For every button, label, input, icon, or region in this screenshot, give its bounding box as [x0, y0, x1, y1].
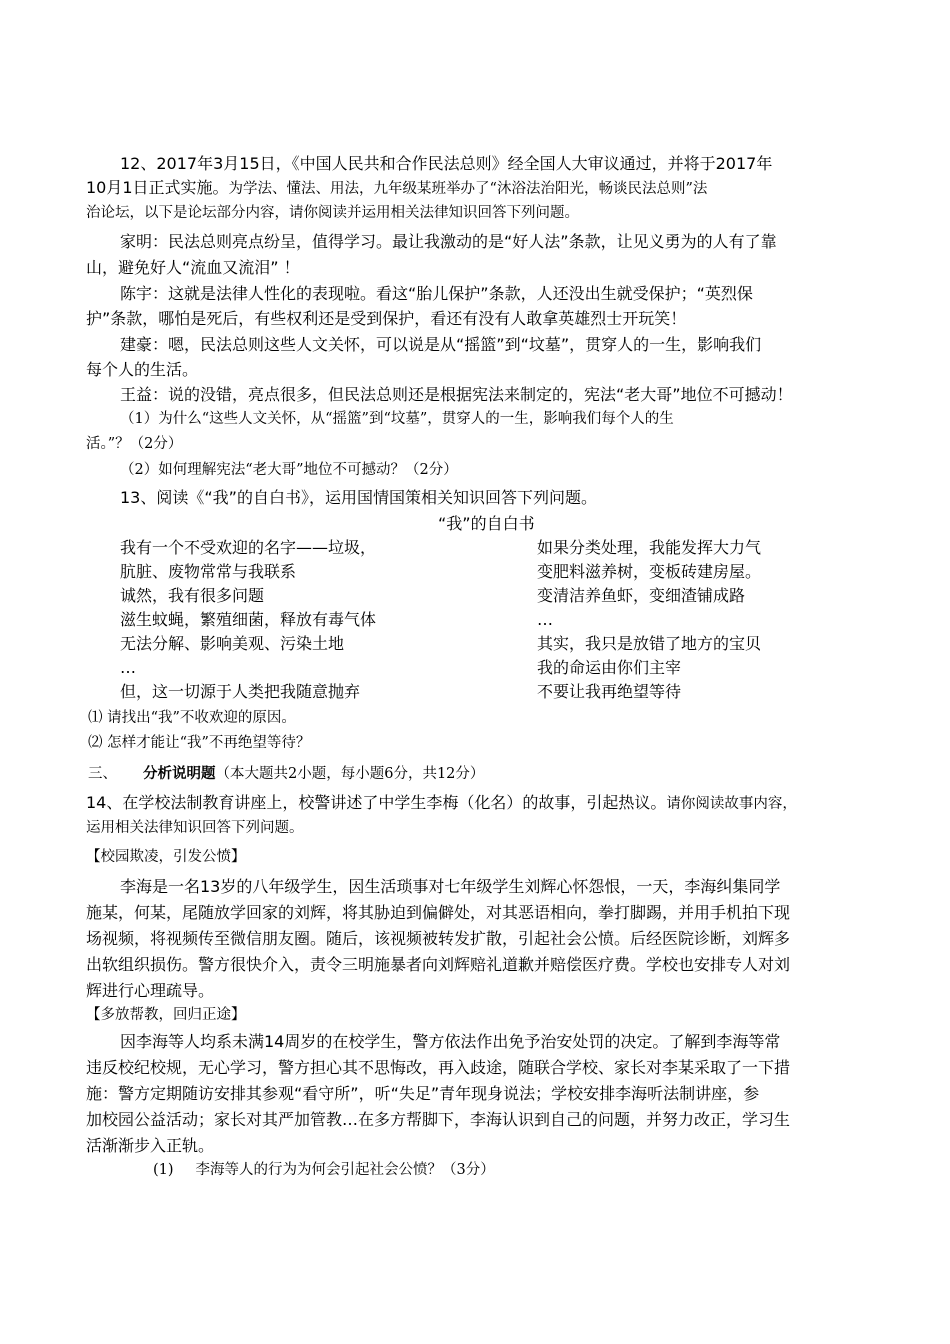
poem-right-line: 如果分类处理，我能发挥大力气: [537, 538, 762, 557]
q14-para-1-line: 李海是一名13岁的八年级学生，因生活琐事对七年级学生刘辉心怀怨恨，一天，李海纠集同学: [120, 877, 781, 896]
q12-intro-line-3: 治论坛，以下是论坛部分内容，请你阅读并运用相关法律知识回答下列问题。: [86, 205, 579, 221]
poem-right-line: …: [537, 610, 553, 629]
q14-intro-line-2: 运用相关法律知识回答下列问题。: [86, 820, 304, 836]
q14-para-2-line: 施：警方定期随访安排其参观“看守所”，听“失足”青年现身说法；学校安排李海听法制讲座，参: [86, 1084, 760, 1103]
section-3-number: 三、: [88, 766, 117, 782]
q13-question-2: ⑵ 怎样才能让“我”不再绝望等待？: [88, 735, 311, 751]
q13-poem-title: “我”的自白书: [438, 514, 535, 533]
q12-intro-line-1: 12、2017年3月15日，《中国人民共和合作民法总则》经全国人大审议通过，并将于2017年: [120, 154, 773, 173]
q14-intro-line-1: [86, 795, 797, 812]
poem-left-line: 诚然，我有很多问题: [120, 586, 265, 605]
q12-dialogue-jiaming-line-1: 家明：民法总则亮点纷呈，值得学习。最让我激动的是“好人法”条款，让见义勇为的人有了靠: [120, 232, 777, 251]
poem-left-line: 无法分解、影响美观、污染土地: [120, 634, 345, 653]
q14-intro-line-1-sans: 14、在学校法制教育讲座上，校警讲述了中学生李梅（化名）的故事，引起热议。: [86, 793, 667, 812]
q12-dialogue-jianhao-line-2: 每个人的生活。: [86, 360, 199, 379]
q12-intro-line-2-serif: 为学法、懂法、用法，九年级某班举办了“沐浴法治阳光，畅谈民法总则”法: [228, 181, 708, 197]
poem-left-line: 但，这一切源于人类把我随意抛弃: [120, 682, 361, 701]
q14-question-1-text: 李海等人的行为为何会引起社会公愤？（3分）: [195, 1162, 495, 1178]
poem-right-line: 不要让我再绝望等待: [537, 682, 682, 701]
q12-dialogue-jiaming-line-2: 山，避免好人“流血又流泪” ！: [86, 258, 300, 277]
q14-para-1-line: 出软组织损伤。警方很快介入，责令三明施暴者向刘辉赔礼道歉并赔偿医疗费。学校也安排专人对刘: [86, 955, 791, 974]
q14-para-2-line: 违反校纪校规，无心学习，警方担心其不思悔改，再入歧途，随联合学校、家长对李某采取了一下措: [86, 1058, 791, 1077]
section-3-note: （本大题共2小题，每小题6分，共12分）: [215, 766, 485, 782]
q14-para-1-line: 场视频，将视频传至微信朋友圈。随后，该视频被转发扩散，引起社会公愤。后经医院诊断，刘辉多: [86, 929, 791, 948]
q12-dialogue-chenyu-line-1: 陈宇：这就是法律人性化的表现啦。看这“胎儿保护”条款，人还没出生就受保护；“英烈保: [120, 284, 753, 303]
q12-question-2: （2）如何理解宪法“老大哥”地位不可撼动？（2分）: [120, 462, 458, 478]
poem-left-line: 我有一个不受欢迎的名字——垃圾，: [120, 538, 377, 557]
q14-para-1-line: 施某，何某，尾随放学回家的刘辉，将其胁迫到偏僻处，对其恶语相向，拳打脚踢，并用手机拍下现: [86, 903, 791, 922]
q14-heading-rehabilitation: 【多放帮教，回归正途】: [86, 1007, 246, 1023]
q12-question-1-line-1: （1）为什么“这些人文关怀，从“摇篮”到“坟墓”，贯穿人的一生，影响我们每个人的生: [120, 411, 674, 427]
section-3-title: 分析说明题: [143, 765, 216, 782]
poem-left-line: …: [120, 658, 136, 677]
q14-question-1: [153, 1163, 495, 1178]
poem-left-line: 滋生蚊蝇，繁殖细菌，释放有毒气体: [120, 610, 377, 629]
poem-right-line: 变清洁养鱼虾，变细渣铺成路: [537, 586, 746, 605]
q12-intro-line-2: [86, 180, 707, 197]
q12-dialogue-wangyi-line-1: 王益：说的没错，亮点很多，但民法总则还是根据宪法来制定的，宪法“老大哥”地位不可撼动！: [120, 385, 793, 404]
q14-para-2-line: 加校园公益活动；家长对其严加管教…在多方帮脚下，李海认识到自己的问题，并努力改正，学习生: [86, 1110, 791, 1129]
q14-heading-bullying: 【校园欺凌，引发公愤】: [86, 849, 246, 865]
q14-para-2-line: 因李海等人均系未满14周岁的在校学生，警方依法作出免予治安处罚的决定。了解到李海等常: [120, 1032, 781, 1051]
poem-right-line: 其实，我只是放错了地方的宝贝: [537, 634, 762, 653]
q13-intro: 13、阅读《“我”的自白书》，运用国情国策相关知识回答下列问题。: [120, 488, 597, 507]
q12-dialogue-jianhao-line-1: 建豪：嗯，民法总则这些人文关怀，可以说是从“摇篮”到“坟墓”，贯穿人的一生，影响我们: [120, 335, 762, 354]
q14-para-2-line: 活渐渐步入正轨。: [86, 1136, 215, 1155]
q13-question-1: ⑴ 请找出“我”不收欢迎的原因。: [88, 710, 296, 726]
q14-para-1-line: 辉进行心理疏导。: [86, 981, 215, 1000]
q12-dialogue-chenyu-line-2: 护”条款，哪怕是死后，有些权利还是受到保护，看还有没有人敢拿英雄烈士开玩笑！: [86, 309, 687, 328]
poem-right-line: 变肥料滋养树，变板砖建房屋。: [537, 562, 762, 581]
q14-intro-line-1-serif: 请你阅读故事内容，: [666, 796, 797, 812]
poem-right-line: 我的命运由你们主宰: [537, 658, 682, 677]
q12-intro-line-2-sans: 10月1日正式实施。: [86, 178, 229, 197]
q14-question-1-number: (1): [153, 1162, 174, 1178]
poem-left-line: 肮脏、废物常常与我联系: [120, 562, 297, 581]
q12-question-1-line-2: 活。”？（2分）: [86, 436, 183, 452]
section-3-heading: [88, 767, 484, 782]
